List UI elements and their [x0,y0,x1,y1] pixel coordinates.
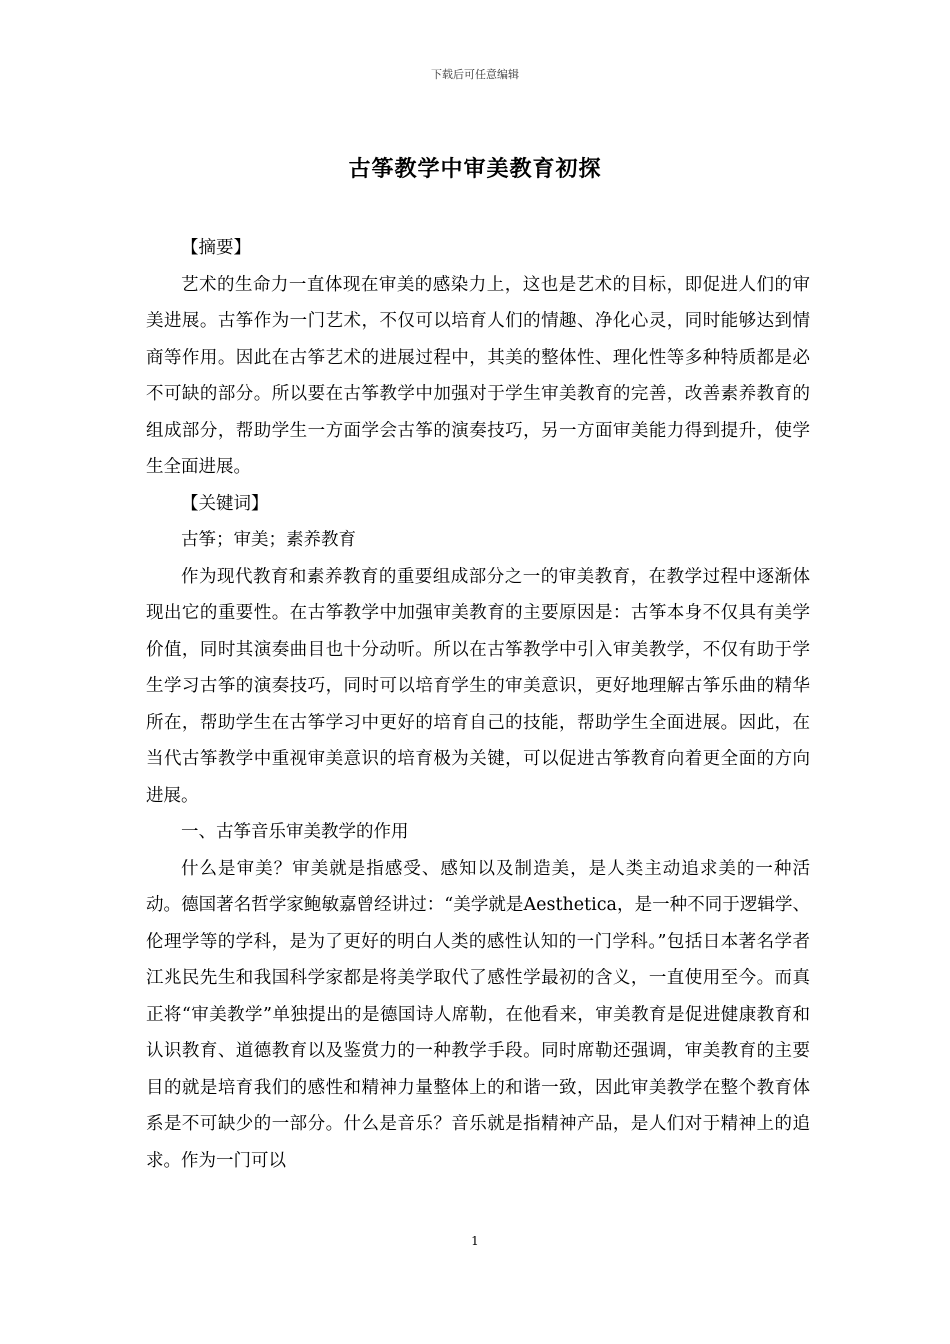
header-note: 下载后可任意编辑 [431,68,519,81]
keywords-paragraph: 古筝；审美；素养教育 [181,530,356,550]
intro-paragraph: 作为现代教育和素养教育的重要组成部分之一的审美教育，在教学过程中逐渐体现出它的重要性。在古筝教学中加强审美教育的主要原因是：古筝本身不仅具有美学价值，同时其演奏曲目也十分动听。所以在古筝教学中引入审美教学，不仅有助于学生学习古筝的演奏技巧，同时可以培育学生的审美意识，更好地理解古筝乐曲的精华所在，帮助学生在古筝学习中更好的培育自己的技能，帮助学生全面进展。因此，在当代古筝教学中重视审美意识的培育极为关键，可以促进古筝教育向着更全面的方向进展。 [146,566,810,806]
section-paragraph: 什么是审美？审美就是指感受、感知以及制造美，是人类主动追求美的一种活动。德国著名哲学家鲍敏嘉曾经讲过：“美学就是Aesthetica，是一种不同于逻辑学、伦理学等的学科，是为了更好的明白人类的感性认知的一门学科。”包括日本著名学者江兆民先生和我国科学家都是将美学取代了感性学最初的含义，一直使用至今。而真正将“审美教学”单独提出的是德国诗人席勒，在他看来，审美教育是促进健康教育和认识教育、道德教育以及鉴赏力的一种教学手段。同时席勒还强调，审美教育的主要目的就是培育我们的感性和精神力量整体上的和谐一致，因此审美教学在整个教育体系是不可缺少的一部分。什么是音乐？音乐就是指精神产品，是人们对于精神上的追求。作为一门可以 [146,858,810,1171]
section-heading: 一、古筝音乐审美教学的作用 [181,822,409,842]
document-title: 古筝教学中审美教育初探 [348,156,602,182]
abstract-heading: 【摘要】 [181,238,251,258]
abstract-paragraph: 艺术的生命力一直体现在审美的感染力上，这也是艺术的目标，即促进人们的审美进展。古筝作为一门艺术，不仅可以培育人们的情趣、净化心灵，同时能够达到情商等作用。因此在古筝艺术的进展过程中，其美的整体性、理化性等多种特质都是必不可缺的部分。所以要在古筝教学中加强对于学生审美教育的完善，改善素养教育的组成部分，帮助学生一方面学会古筝的演奏技巧，另一方面审美能力得到提升，使学生全面进展。 [146,274,810,477]
page-number: 1 [471,1234,479,1248]
body-text [146,230,810,1179]
keywords-heading: 【关键词】 [181,493,269,514]
